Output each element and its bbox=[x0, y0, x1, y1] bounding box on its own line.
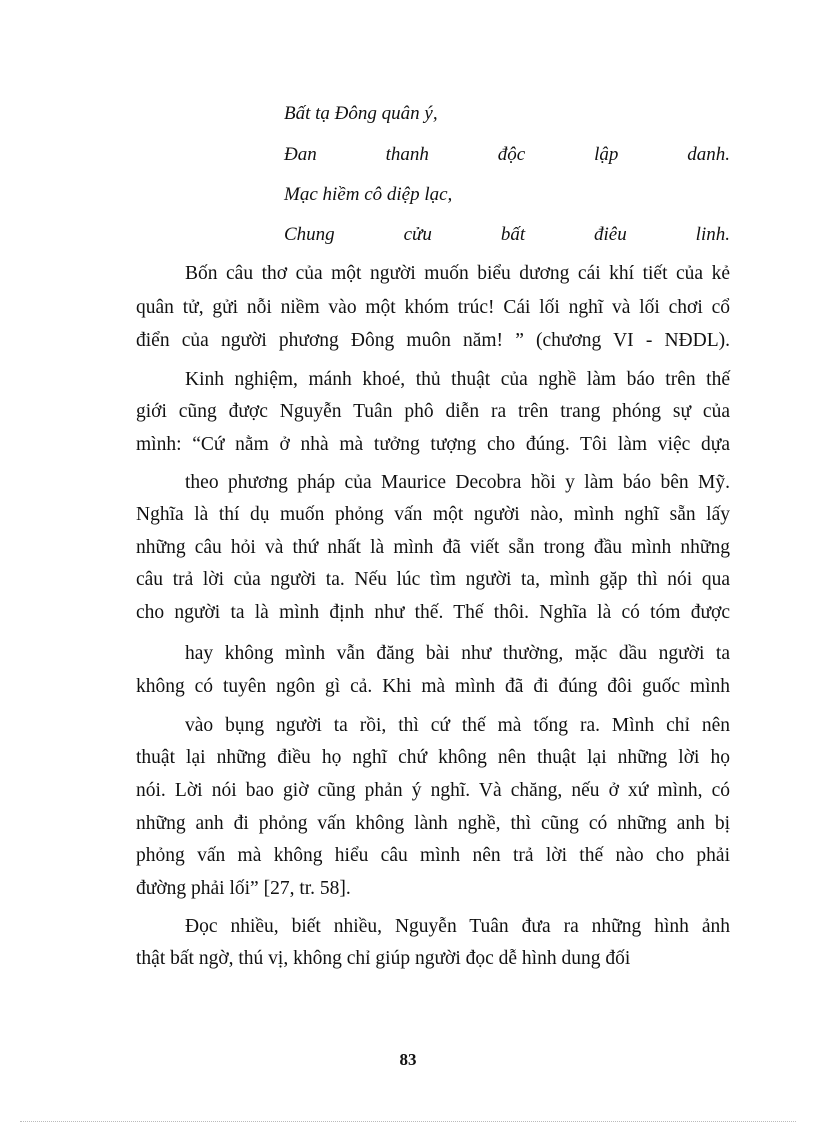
text-line: Đọc nhiều, biết nhiều, Nguyễn Tuân đưa ra những hình ảnh bbox=[185, 916, 730, 937]
poem-line-1: Bất tạ Đông quân ý, bbox=[284, 103, 438, 124]
poem-line-2 bbox=[284, 143, 730, 167]
text-line: quân tử, gửi nỗi niềm vào một khóm trúc! Cái lối nghĩ và lối chơi cổ bbox=[136, 297, 730, 318]
poem-line-4 bbox=[284, 223, 730, 247]
text-line: điển của người phương Đông muôn năm! ” (chương VI - NĐDL). bbox=[136, 330, 730, 351]
poem-word: cửu bbox=[403, 224, 432, 245]
text-line: Kinh nghiệm, mánh khoé, thủ thuật của nghề làm báo trên thế bbox=[185, 369, 730, 390]
text-line: nói. Lời nói bao giờ cũng phản ý nghĩ. Và chăng, nếu ở xứ mình, có bbox=[136, 780, 730, 801]
text-line: mình: “Cứ nằm ở nhà mà tưởng tượng cho đúng. Tôi làm việc dựa bbox=[136, 434, 730, 455]
poem-word: lập bbox=[594, 144, 619, 165]
page-number: 83 bbox=[399, 1050, 417, 1069]
poem-word: thanh bbox=[385, 144, 429, 165]
poem-line-3: Mạc hiềm cô diệp lạc, bbox=[284, 184, 453, 205]
text-line: hay không mình vẫn đăng bài như thường, mặc dầu người ta bbox=[185, 643, 730, 664]
poem-word: Chung bbox=[284, 224, 335, 245]
text-line: thật bất ngờ, thú vị, không chỉ giúp người đọc dễ hình dung đối bbox=[136, 948, 631, 969]
text-line: câu trả lời của người ta. Nếu lúc tìm người ta, mình gặp thì nói qua bbox=[136, 569, 730, 590]
poem-word: Đan bbox=[284, 144, 317, 165]
text-line: phỏng vấn mà không hiểu câu mình nên trả lời thế nào cho phải bbox=[136, 845, 730, 866]
text-line: không có tuyên ngôn gì cả. Khi mà mình đã đi đúng đôi guốc mình bbox=[136, 676, 730, 697]
text-line: thuật lại những điều họ nghĩ chứ không nên thuật lại những lời họ bbox=[136, 747, 730, 768]
page-divider bbox=[20, 1121, 796, 1122]
poem-word: bất bbox=[500, 224, 526, 245]
text-line: đường phải lối” [27, tr. 58]. bbox=[136, 878, 351, 899]
text-line: Nghĩa là thí dụ muốn phỏng vấn một người nào, mình nghĩ sẵn lấy bbox=[136, 504, 730, 525]
text-line: vào bụng người ta rồi, thì cứ thế mà tống ra. Mình chỉ nên bbox=[185, 715, 730, 736]
poem-word: độc bbox=[497, 144, 526, 165]
text-line: những câu hỏi và thứ nhất là mình đã viết sẵn trong đầu mình những bbox=[136, 537, 730, 558]
text-line: những anh đi phỏng vấn không lành nghề, thì cũng có những anh bị bbox=[136, 813, 730, 834]
poem-word: danh. bbox=[687, 144, 730, 165]
poem-word: linh. bbox=[695, 224, 730, 245]
poem-word: điêu bbox=[594, 224, 627, 245]
text-line: giới cũng được Nguyễn Tuân phô diễn ra trên trang phóng sự của bbox=[136, 401, 730, 422]
text-line: Bốn câu thơ của một người muốn biểu dương cái khí tiết của kẻ bbox=[185, 263, 730, 284]
text-line: theo phương pháp của Maurice Decobra hồi y làm báo bên Mỹ. bbox=[185, 472, 730, 493]
text-line: cho người ta là mình định như thế. Thế thôi. Nghĩa là có tóm được bbox=[136, 602, 730, 623]
